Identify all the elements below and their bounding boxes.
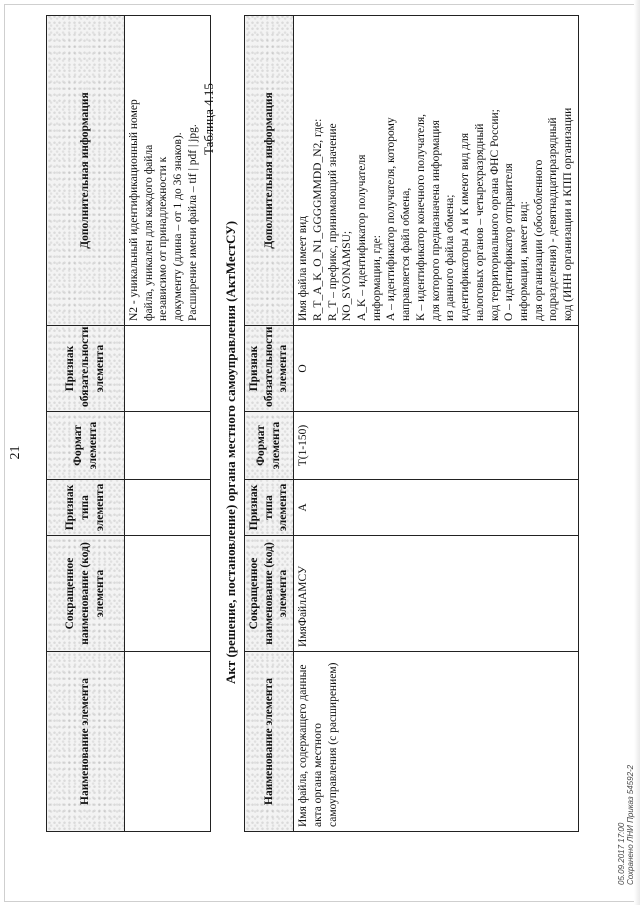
table1-header-info: Дополнительная информация	[47, 16, 125, 326]
info-line: R_T – префикс, принимающий значение	[326, 123, 339, 321]
footer-stamp-line: 05.09.2017 17:00	[617, 822, 626, 885]
table1-header-required: Признак обязательности элемента	[47, 326, 125, 412]
info-line: Имя файла имеет вид	[297, 215, 310, 321]
info-line: для которого предназначена информация	[429, 120, 442, 321]
info-line: NO_SVONAMSU;	[341, 230, 354, 321]
info-line: A_K – идентификатор получателя	[356, 154, 369, 321]
info-line: К – идентификатор конечного получателя,	[414, 113, 427, 321]
info-line: информации, имеет вид:	[517, 201, 530, 321]
table1-cell-code	[125, 536, 211, 652]
info-line: А – идентификатор получателя, которому	[385, 117, 398, 321]
table1-cell-name	[125, 652, 211, 832]
info-line: налоговых органов – четырехразрядный	[473, 123, 486, 321]
table-continued	[46, 15, 211, 832]
table1-cell-format	[125, 412, 211, 480]
table2-header-type: Признак типа элемента	[245, 480, 294, 536]
info-line: R_T_A_K_O_N1_GGGGMMDD_N2, где:	[311, 118, 324, 321]
info-line: Расширение имени файла – tif | pdf | jpg.	[186, 124, 199, 321]
table2-header-code: Сокращенное наименование (код) элемента	[245, 536, 294, 652]
info-line: из данного файла обмена;	[444, 194, 457, 321]
table-akt-mest-su	[244, 15, 579, 832]
table-caption: Таблица 4.15	[201, 83, 216, 155]
table1-header-name: Наименование элемента	[47, 652, 125, 832]
info-line: файла, уникален для каждого файла	[142, 144, 155, 321]
table1-cell-type	[125, 480, 211, 536]
name-line: Имя файла, содержащего данные	[297, 664, 310, 827]
table2-cell-format: T(1-150)	[294, 412, 579, 480]
table-row	[125, 16, 211, 832]
table2-cell-required: О	[294, 326, 579, 412]
info-line: независимо от принадлежности к	[157, 156, 170, 321]
info-line: код (ИНН организации и КПП организации	[562, 107, 575, 321]
info-line: N2 - уникальный идентификационный номер	[128, 99, 140, 321]
table2-header-name: Наименование элемента	[245, 652, 294, 832]
info-line: подразделения) - девятнадцатиразрядный	[547, 117, 560, 321]
name-line: самоуправления (с расширением)	[326, 662, 339, 827]
name-line: акта органа местного	[311, 722, 324, 827]
info-line: О – идентификатор отправителя	[503, 163, 516, 321]
table1-header-code: Сокращенное наименование (код) элемента	[47, 536, 125, 652]
table2-cell-info	[294, 16, 579, 326]
info-line: документу (длина – от 1 до 36 знаков).	[172, 132, 185, 321]
table2-header-info: Дополнительная информация	[245, 16, 294, 326]
table1-cell-required	[125, 326, 211, 412]
table1-header-row	[47, 16, 125, 832]
table1-header-format: Формат элемента	[47, 412, 125, 480]
table1-cell-info	[125, 16, 211, 326]
table-row	[294, 16, 579, 832]
table2-header-format: Формат элемента	[245, 412, 294, 480]
footer-stamp	[618, 765, 636, 885]
table2-cell-type: А	[294, 480, 579, 536]
info-line: информации, где:	[370, 235, 383, 321]
info-line: код территориального органа ФНС России;	[488, 109, 501, 321]
page-number: 21	[8, 445, 23, 460]
footer-stamp-line: Сохранено ЛНИ Приказ 54592-2	[625, 764, 635, 885]
table2-cell-code: ИмяФайлАМСУ	[294, 536, 579, 652]
info-line: для организации (обособленного	[532, 159, 545, 321]
table1-header-type: Признак типа элемента	[47, 480, 125, 536]
info-line: идентификаторы А и К имеют вид для	[459, 132, 472, 321]
info-line: направляется файл обмена,	[400, 187, 413, 321]
table2-header-row	[245, 16, 294, 832]
section-title: Акт (решение, постановление) органа местного самоуправления (АктМестСУ)	[223, 220, 238, 685]
table2-header-required: Признак обязательности элемента	[245, 326, 294, 412]
table2-cell-name	[294, 652, 579, 832]
